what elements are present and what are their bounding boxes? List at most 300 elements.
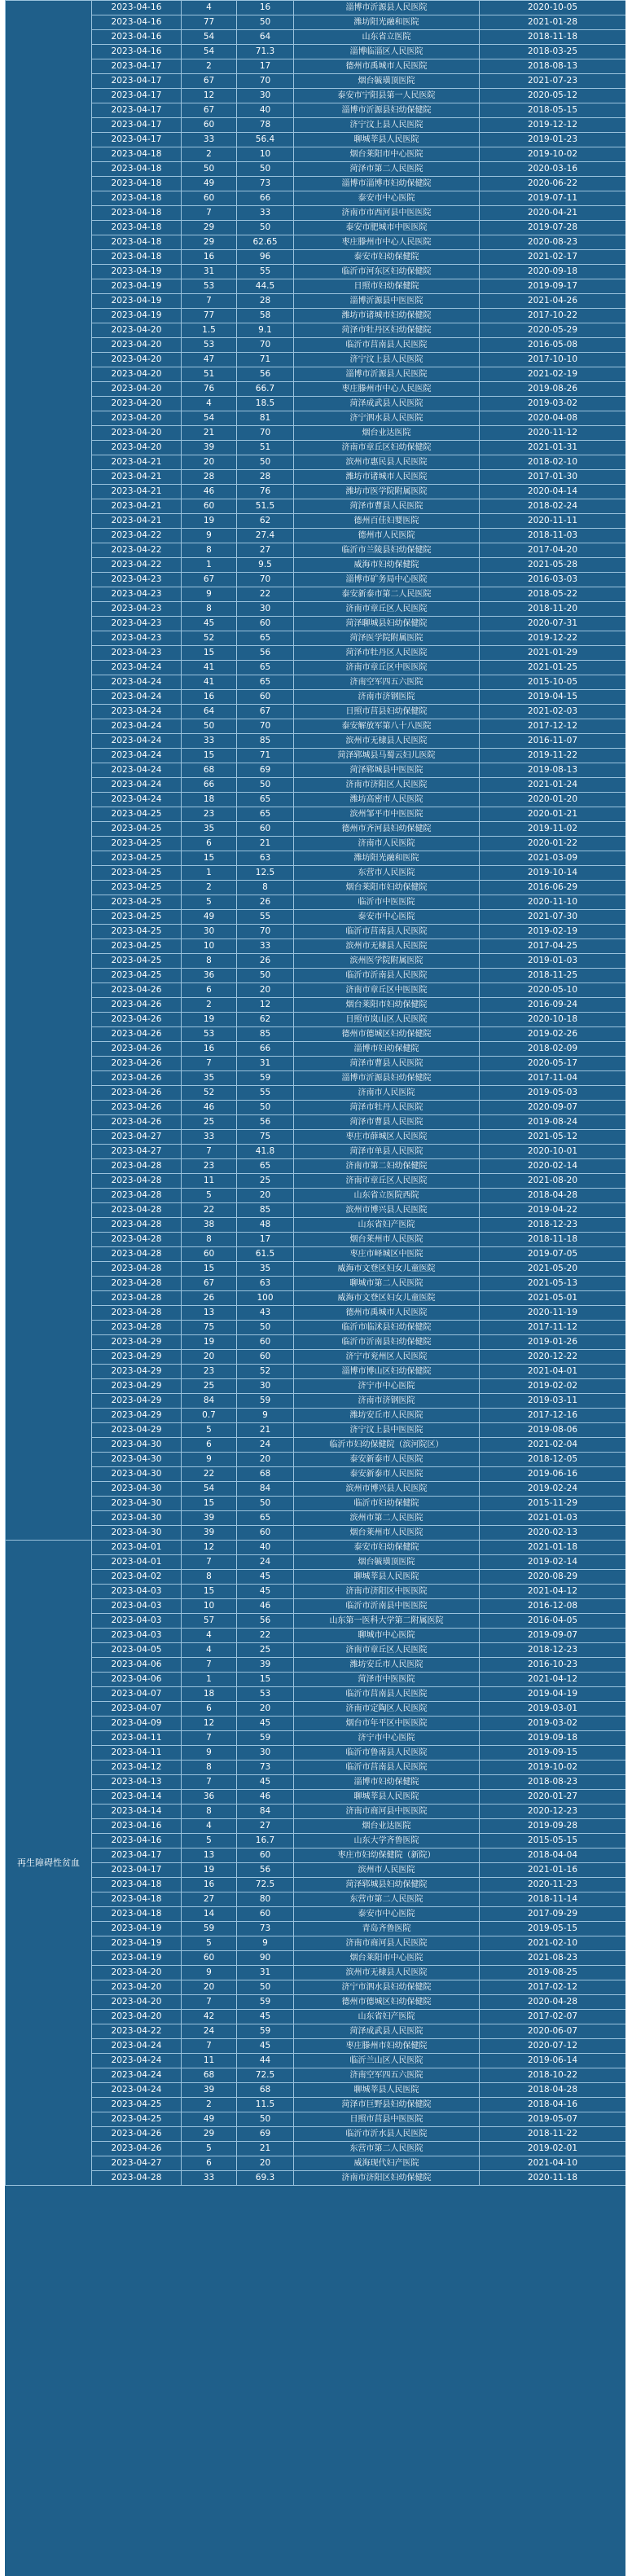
date-cell: 2023-04-26 xyxy=(92,1057,182,1071)
hospital-cell: 济南市市西河县中医医院 xyxy=(294,206,480,221)
value-a-cell: 25 xyxy=(182,1379,237,1394)
hospital-cell: 济南市第二妇幼保健院 xyxy=(294,1159,480,1174)
hospital-cell: 枣庄滕州市中心人民医院 xyxy=(294,382,480,397)
table-row xyxy=(6,675,626,690)
value-b-cell: 50 xyxy=(237,162,294,177)
table-row xyxy=(6,118,626,133)
value-a-cell: 53 xyxy=(182,279,237,294)
since-date-cell: 2021-07-30 xyxy=(480,910,626,925)
hospital-cell: 菏泽市第二人民医院 xyxy=(294,162,480,177)
table-row xyxy=(6,1717,626,1731)
value-a-cell: 60 xyxy=(182,1951,237,1966)
hospital-cell: 淄博临淄区人民医院 xyxy=(294,45,480,59)
value-a-cell: 1 xyxy=(182,558,237,573)
value-b-cell: 9 xyxy=(237,1409,294,1423)
hospital-cell: 潍坊安丘市人民医院 xyxy=(294,1409,480,1423)
value-a-cell: 8 xyxy=(182,1761,237,1775)
since-date-cell: 2021-02-03 xyxy=(480,705,626,719)
hospital-cell: 淄博市妇幼保健院 xyxy=(294,1775,480,1790)
value-b-cell: 45 xyxy=(237,1717,294,1731)
value-b-cell: 50 xyxy=(237,778,294,793)
value-b-cell: 20 xyxy=(237,983,294,998)
date-cell: 2023-04-20 xyxy=(92,426,182,441)
hospital-cell: 临沂市鲁南县人民医院 xyxy=(294,1746,480,1761)
value-b-cell: 85 xyxy=(237,734,294,749)
value-a-cell: 0.7 xyxy=(182,1409,237,1423)
since-date-cell: 2020-07-12 xyxy=(480,2039,626,2054)
since-date-cell: 2019-01-26 xyxy=(480,1335,626,1350)
table-row xyxy=(6,807,626,822)
table-row xyxy=(6,353,626,367)
since-date-cell: 2018-08-13 xyxy=(480,59,626,74)
hospital-cell: 淄博市博山区妇幼保健院 xyxy=(294,1365,480,1379)
value-a-cell: 10 xyxy=(182,939,237,954)
date-cell: 2023-04-20 xyxy=(92,397,182,411)
value-a-cell: 33 xyxy=(182,734,237,749)
hospital-cell: 菏泽郓城县马蜀云妇儿医院 xyxy=(294,749,480,763)
date-cell: 2023-04-19 xyxy=(92,1936,182,1951)
value-b-cell: 51 xyxy=(237,441,294,455)
date-cell: 2023-04-23 xyxy=(92,573,182,587)
date-cell: 2023-04-14 xyxy=(92,1805,182,1819)
value-b-cell: 27.4 xyxy=(237,529,294,543)
value-b-cell: 15 xyxy=(237,1673,294,1687)
table-row xyxy=(6,103,626,118)
date-cell: 2023-04-29 xyxy=(92,1335,182,1350)
value-b-cell: 56 xyxy=(237,1614,294,1629)
date-cell: 2023-04-19 xyxy=(92,1922,182,1936)
hospital-cell: 滨州市人民医院 xyxy=(294,1863,480,1878)
date-cell: 2023-04-20 xyxy=(92,1980,182,1995)
date-cell: 2023-04-28 xyxy=(92,1189,182,1203)
table-row xyxy=(6,925,626,939)
since-date-cell: 2018-05-15 xyxy=(480,103,626,118)
since-date-cell: 2018-11-14 xyxy=(480,1892,626,1907)
since-date-cell: 2019-09-17 xyxy=(480,279,626,294)
since-date-cell: 2020-11-10 xyxy=(480,895,626,910)
table-row xyxy=(6,1145,626,1159)
value-a-cell: 5 xyxy=(182,1423,237,1438)
since-date-cell: 2019-08-06 xyxy=(480,1423,626,1438)
table-row xyxy=(6,1761,626,1775)
value-b-cell: 17 xyxy=(237,59,294,74)
since-date-cell: 2021-05-12 xyxy=(480,1130,626,1145)
value-a-cell: 5 xyxy=(182,1189,237,1203)
hospital-cell: 烟台莱州市人民医院 xyxy=(294,1233,480,1247)
date-cell: 2023-04-24 xyxy=(92,2054,182,2068)
value-b-cell: 60 xyxy=(237,1526,294,1541)
hospital-cell: 济南市商河县中医医院 xyxy=(294,1805,480,1819)
since-date-cell: 2019-10-02 xyxy=(480,147,626,162)
value-b-cell: 61.5 xyxy=(237,1247,294,1262)
value-a-cell: 2 xyxy=(182,59,237,74)
table-row xyxy=(6,485,626,499)
since-date-cell: 2017-12-16 xyxy=(480,1409,626,1423)
date-cell: 2023-04-21 xyxy=(92,455,182,470)
date-cell: 2023-04-21 xyxy=(92,470,182,485)
hospital-cell: 东营市第二人民医院 xyxy=(294,1892,480,1907)
value-b-cell: 59 xyxy=(237,1995,294,2010)
date-cell: 2023-04-25 xyxy=(92,910,182,925)
hospital-cell: 临沂市妇幼保健院（滨河院区） xyxy=(294,1438,480,1453)
date-cell: 2023-04-25 xyxy=(92,866,182,881)
since-date-cell: 2019-09-18 xyxy=(480,1731,626,1746)
table-row xyxy=(6,1101,626,1115)
value-b-cell: 71 xyxy=(237,749,294,763)
date-cell: 2023-04-21 xyxy=(92,499,182,514)
value-a-cell: 15 xyxy=(182,646,237,661)
value-b-cell: 60 xyxy=(237,1848,294,1863)
since-date-cell: 2017-04-25 xyxy=(480,939,626,954)
value-b-cell: 45 xyxy=(237,1775,294,1790)
since-date-cell: 2019-10-14 xyxy=(480,866,626,881)
since-date-cell: 2018-12-23 xyxy=(480,1643,626,1658)
hospital-cell: 烟台莱州市人民医院 xyxy=(294,1526,480,1541)
hospital-cell: 菏泽成武县人民医院 xyxy=(294,2024,480,2039)
date-cell: 2023-04-20 xyxy=(92,323,182,338)
value-b-cell: 27 xyxy=(237,1819,294,1834)
value-b-cell: 67 xyxy=(237,705,294,719)
value-a-cell: 36 xyxy=(182,1790,237,1805)
hospital-cell: 潍坊安丘市人民医院 xyxy=(294,1658,480,1673)
value-a-cell: 29 xyxy=(182,235,237,250)
value-a-cell: 60 xyxy=(182,499,237,514)
value-b-cell: 71.3 xyxy=(237,45,294,59)
since-date-cell: 2020-12-23 xyxy=(480,1805,626,1819)
value-b-cell: 9 xyxy=(237,1936,294,1951)
value-a-cell: 27 xyxy=(182,1892,237,1907)
since-date-cell: 2016-12-08 xyxy=(480,1599,626,1614)
since-date-cell: 2019-11-02 xyxy=(480,822,626,837)
value-a-cell: 54 xyxy=(182,411,237,426)
since-date-cell: 2019-06-16 xyxy=(480,1467,626,1482)
hospital-cell: 济南市商河县人民医院 xyxy=(294,1936,480,1951)
table-row xyxy=(6,1071,626,1086)
table-row xyxy=(6,1995,626,2010)
value-a-cell: 23 xyxy=(182,1365,237,1379)
value-b-cell: 69 xyxy=(237,763,294,778)
since-date-cell: 2020-10-05 xyxy=(480,1,626,15)
since-date-cell: 2019-02-01 xyxy=(480,2142,626,2156)
date-cell: 2023-04-29 xyxy=(92,1365,182,1379)
hospital-cell: 泰安新泰市人民医院 xyxy=(294,1453,480,1467)
since-date-cell: 2021-01-03 xyxy=(480,1511,626,1526)
value-a-cell: 2 xyxy=(182,998,237,1013)
value-b-cell: 24 xyxy=(237,1438,294,1453)
date-cell: 2023-04-25 xyxy=(92,851,182,866)
value-b-cell: 21 xyxy=(237,837,294,851)
value-a-cell: 9 xyxy=(182,1746,237,1761)
since-date-cell: 2019-08-25 xyxy=(480,1966,626,1980)
date-cell: 2023-04-27 xyxy=(92,1130,182,1145)
hospital-cell: 泰安市肥城市中医医院 xyxy=(294,221,480,235)
date-cell: 2023-04-25 xyxy=(92,2112,182,2127)
value-a-cell: 2 xyxy=(182,2098,237,2112)
value-a-cell: 8 xyxy=(182,1570,237,1585)
value-a-cell: 42 xyxy=(182,2010,237,2024)
since-date-cell: 2020-10-01 xyxy=(480,1145,626,1159)
hospital-cell: 济宁市中心医院 xyxy=(294,1731,480,1746)
value-a-cell: 8 xyxy=(182,602,237,617)
value-a-cell: 50 xyxy=(182,719,237,734)
table-row xyxy=(6,646,626,661)
value-a-cell: 64 xyxy=(182,705,237,719)
date-cell: 2023-04-29 xyxy=(92,1350,182,1365)
value-b-cell: 20 xyxy=(237,1702,294,1717)
table-row xyxy=(6,587,626,602)
value-b-cell: 65 xyxy=(237,1511,294,1526)
value-a-cell: 6 xyxy=(182,983,237,998)
value-b-cell: 56 xyxy=(237,1115,294,1130)
value-a-cell: 7 xyxy=(182,294,237,309)
since-date-cell: 2017-10-10 xyxy=(480,353,626,367)
value-a-cell: 23 xyxy=(182,1159,237,1174)
value-b-cell: 51.5 xyxy=(237,499,294,514)
date-cell: 2023-04-28 xyxy=(92,1306,182,1321)
hospital-cell: 泰安市中心医院 xyxy=(294,191,480,206)
hospital-cell: 烟台业达医院 xyxy=(294,426,480,441)
date-cell: 2023-04-26 xyxy=(92,998,182,1013)
value-b-cell: 65 xyxy=(237,631,294,646)
table-row xyxy=(6,1863,626,1878)
since-date-cell: 2020-04-14 xyxy=(480,485,626,499)
table-row xyxy=(6,1497,626,1511)
since-date-cell: 2018-05-22 xyxy=(480,587,626,602)
value-b-cell: 59 xyxy=(237,1071,294,1086)
value-a-cell: 6 xyxy=(182,1702,237,1717)
since-date-cell: 2019-02-14 xyxy=(480,1555,626,1570)
since-date-cell: 2019-04-19 xyxy=(480,1687,626,1702)
since-date-cell: 2018-11-25 xyxy=(480,969,626,983)
since-date-cell: 2021-08-23 xyxy=(480,1951,626,1966)
since-date-cell: 2015-05-15 xyxy=(480,1834,626,1848)
date-cell: 2023-04-11 xyxy=(92,1731,182,1746)
since-date-cell: 2018-11-18 xyxy=(480,30,626,45)
date-cell: 2023-04-25 xyxy=(92,881,182,895)
value-b-cell: 73 xyxy=(237,177,294,191)
date-cell: 2023-04-25 xyxy=(92,939,182,954)
value-b-cell: 11.5 xyxy=(237,2098,294,2112)
table-row xyxy=(6,1453,626,1467)
value-a-cell: 8 xyxy=(182,1233,237,1247)
value-a-cell: 5 xyxy=(182,1834,237,1848)
hospital-cell: 聊城莘县人民医院 xyxy=(294,1570,480,1585)
table-row xyxy=(6,1599,626,1614)
date-cell: 2023-04-30 xyxy=(92,1497,182,1511)
value-a-cell: 19 xyxy=(182,1013,237,1027)
since-date-cell: 2019-06-14 xyxy=(480,2054,626,2068)
date-cell: 2023-04-24 xyxy=(92,734,182,749)
value-a-cell: 24 xyxy=(182,2024,237,2039)
hospital-cell: 德州市德城区妇幼保健院 xyxy=(294,1995,480,2010)
value-a-cell: 11 xyxy=(182,1174,237,1189)
since-date-cell: 2021-01-29 xyxy=(480,646,626,661)
since-date-cell: 2019-08-24 xyxy=(480,1115,626,1130)
table-row xyxy=(6,822,626,837)
date-cell: 2023-04-18 xyxy=(92,162,182,177)
date-cell: 2023-04-18 xyxy=(92,1878,182,1892)
hospital-cell: 菏泽市曹县人民医院 xyxy=(294,499,480,514)
hospital-cell: 滨州市无棣县人民医院 xyxy=(294,939,480,954)
table-row xyxy=(6,1922,626,1936)
date-cell: 2023-04-03 xyxy=(92,1614,182,1629)
date-cell: 2023-04-27 xyxy=(92,1145,182,1159)
date-cell: 2023-04-23 xyxy=(92,602,182,617)
table-row xyxy=(6,2068,626,2083)
since-date-cell: 2019-09-07 xyxy=(480,1629,626,1643)
date-cell: 2023-04-22 xyxy=(92,558,182,573)
hospital-cell: 德州市禹城市人民医院 xyxy=(294,1306,480,1321)
since-date-cell: 2021-08-20 xyxy=(480,1174,626,1189)
value-a-cell: 5 xyxy=(182,895,237,910)
since-date-cell: 2016-09-24 xyxy=(480,998,626,1013)
value-b-cell: 41.8 xyxy=(237,1145,294,1159)
since-date-cell: 2021-04-12 xyxy=(480,1673,626,1687)
table-row xyxy=(6,191,626,206)
value-a-cell: 41 xyxy=(182,661,237,675)
date-cell: 2023-04-28 xyxy=(92,1277,182,1291)
value-a-cell: 67 xyxy=(182,74,237,89)
value-b-cell: 60 xyxy=(237,1907,294,1922)
value-b-cell: 10 xyxy=(237,147,294,162)
since-date-cell: 2021-01-28 xyxy=(480,15,626,30)
hospital-cell: 济宁汶上县人民医院 xyxy=(294,353,480,367)
value-b-cell: 50 xyxy=(237,1980,294,1995)
group-label-cell xyxy=(6,1,92,1541)
hospital-cell: 菏泽医学院附属医院 xyxy=(294,631,480,646)
date-cell: 2023-04-06 xyxy=(92,1658,182,1673)
table-row xyxy=(6,1746,626,1761)
hospital-cell: 济南空军四五六医院 xyxy=(294,2068,480,2083)
value-b-cell: 56.4 xyxy=(237,133,294,147)
value-a-cell: 76 xyxy=(182,382,237,397)
table-row xyxy=(6,1379,626,1394)
since-date-cell: 2018-02-09 xyxy=(480,1042,626,1057)
value-b-cell: 65 xyxy=(237,1159,294,1174)
value-b-cell: 16 xyxy=(237,1,294,15)
table-row xyxy=(6,778,626,793)
since-date-cell: 2020-02-14 xyxy=(480,1159,626,1174)
since-date-cell: 2017-02-12 xyxy=(480,1980,626,1995)
table-row xyxy=(6,1203,626,1218)
since-date-cell: 2020-04-28 xyxy=(480,1995,626,2010)
hospital-cell: 济南市定陶区人民医院 xyxy=(294,1702,480,1717)
value-b-cell: 85 xyxy=(237,1203,294,1218)
hospital-cell: 日照市妇幼保健院 xyxy=(294,279,480,294)
hospital-cell: 滨州医学院附属医院 xyxy=(294,954,480,969)
value-b-cell: 21 xyxy=(237,2142,294,2156)
since-date-cell: 2021-03-09 xyxy=(480,851,626,866)
value-a-cell: 19 xyxy=(182,1863,237,1878)
hospital-cell: 菏泽市中医医院 xyxy=(294,1673,480,1687)
value-b-cell: 40 xyxy=(237,103,294,118)
value-b-cell: 55 xyxy=(237,1086,294,1101)
table-row xyxy=(6,2171,626,2186)
since-date-cell: 2020-01-21 xyxy=(480,807,626,822)
hospital-cell: 济南市济钢医院 xyxy=(294,1394,480,1409)
date-cell: 2023-04-09 xyxy=(92,1717,182,1731)
table-row xyxy=(6,1775,626,1790)
value-b-cell: 52 xyxy=(237,1365,294,1379)
date-cell: 2023-04-26 xyxy=(92,1027,182,1042)
hospital-cell: 潍坊市诸城市人民医院 xyxy=(294,470,480,485)
value-a-cell: 67 xyxy=(182,103,237,118)
since-date-cell: 2018-04-28 xyxy=(480,2083,626,2098)
hospital-cell: 东营市第二人民医院 xyxy=(294,2142,480,2156)
since-date-cell: 2018-11-18 xyxy=(480,1233,626,1247)
hospital-cell: 滨州市惠民县人民医院 xyxy=(294,455,480,470)
date-cell: 2023-04-20 xyxy=(92,353,182,367)
value-b-cell: 9.1 xyxy=(237,323,294,338)
value-a-cell: 41 xyxy=(182,675,237,690)
value-b-cell: 20 xyxy=(237,1453,294,1467)
hospital-cell: 菏泽市巨野县妇幼保健院 xyxy=(294,2098,480,2112)
hospital-cell: 菏泽市牡丹区妇幼保健院 xyxy=(294,323,480,338)
date-cell: 2023-04-12 xyxy=(92,1761,182,1775)
date-cell: 2023-04-29 xyxy=(92,1394,182,1409)
value-b-cell: 85 xyxy=(237,1027,294,1042)
table-row xyxy=(6,1013,626,1027)
since-date-cell: 2021-05-01 xyxy=(480,1291,626,1306)
value-b-cell: 70 xyxy=(237,74,294,89)
date-cell: 2023-04-25 xyxy=(92,837,182,851)
hospital-cell: 山东省立医院西院 xyxy=(294,1189,480,1203)
value-a-cell: 12 xyxy=(182,1717,237,1731)
hospital-cell: 济南市济阳区人民医院 xyxy=(294,778,480,793)
value-b-cell: 60 xyxy=(237,690,294,705)
date-cell: 2023-04-16 xyxy=(92,30,182,45)
date-cell: 2023-04-30 xyxy=(92,1438,182,1453)
since-date-cell: 2020-09-07 xyxy=(480,1101,626,1115)
value-a-cell: 20 xyxy=(182,1350,237,1365)
since-date-cell: 2021-02-17 xyxy=(480,250,626,265)
value-a-cell: 68 xyxy=(182,763,237,778)
since-date-cell: 2020-08-29 xyxy=(480,1570,626,1585)
hospital-cell: 临沂市临沭县妇幼保健院 xyxy=(294,1321,480,1335)
value-a-cell: 7 xyxy=(182,1057,237,1071)
hospital-cell: 滨州市第二人民医院 xyxy=(294,1511,480,1526)
value-a-cell: 9 xyxy=(182,1453,237,1467)
hospital-cell: 临沂兰山区人民医院 xyxy=(294,2054,480,2068)
date-cell: 2023-04-24 xyxy=(92,763,182,778)
value-a-cell: 1.5 xyxy=(182,323,237,338)
table-row xyxy=(6,1218,626,1233)
table-row xyxy=(6,1643,626,1658)
since-date-cell: 2020-08-23 xyxy=(480,235,626,250)
hospital-cell: 聊城市第二人民医院 xyxy=(294,1277,480,1291)
table-row xyxy=(6,1291,626,1306)
value-b-cell: 35 xyxy=(237,1262,294,1277)
table-row xyxy=(6,1555,626,1570)
since-date-cell: 2019-03-11 xyxy=(480,1394,626,1409)
hospital-cell: 滨州邹平市中医医院 xyxy=(294,807,480,822)
date-cell: 2023-04-20 xyxy=(92,2010,182,2024)
value-b-cell: 44 xyxy=(237,2054,294,2068)
hospital-cell: 烟台莱阳市妇幼保健院 xyxy=(294,881,480,895)
since-date-cell: 2020-02-13 xyxy=(480,1526,626,1541)
value-b-cell: 22 xyxy=(237,1629,294,1643)
value-b-cell: 58 xyxy=(237,309,294,323)
hospital-cell: 滨州市博兴县人民医院 xyxy=(294,1203,480,1218)
since-date-cell: 2020-06-22 xyxy=(480,177,626,191)
date-cell: 2023-04-28 xyxy=(92,1174,182,1189)
value-b-cell: 45 xyxy=(237,2039,294,2054)
since-date-cell: 2018-08-23 xyxy=(480,1775,626,1790)
since-date-cell: 2019-09-28 xyxy=(480,1819,626,1834)
date-cell: 2023-04-28 xyxy=(92,1262,182,1277)
table-row xyxy=(6,1159,626,1174)
value-b-cell: 62 xyxy=(237,514,294,529)
